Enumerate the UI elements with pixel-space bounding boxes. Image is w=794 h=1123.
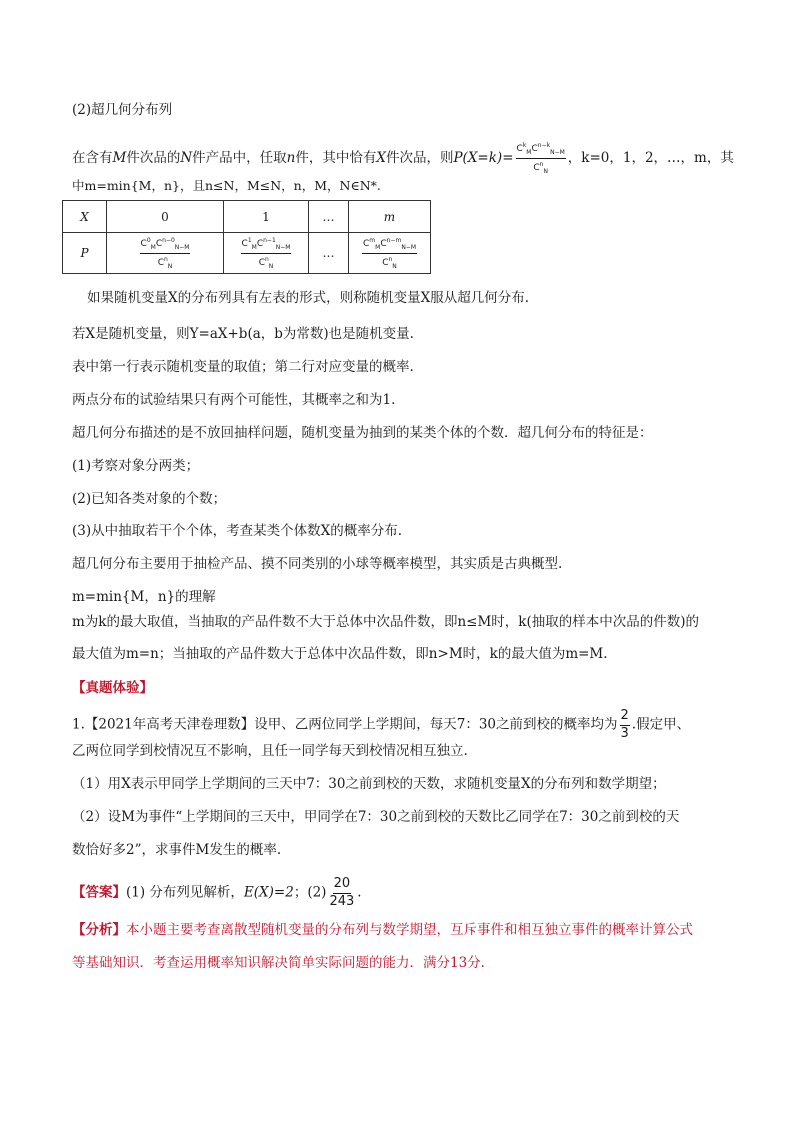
distribution-table xyxy=(62,200,431,274)
table-cell: 1 xyxy=(224,201,309,233)
paragraph: (3)从中抽取若干个个体，考查某类个体数X的概率分布. xyxy=(72,523,403,539)
analysis-label: 【分析】 xyxy=(72,922,126,938)
answer-text: (1) 分布列见解析， xyxy=(126,884,244,901)
intro-text-1: 在含有 xyxy=(72,149,113,166)
paragraph: (1)考察对象分两类； xyxy=(72,458,200,474)
problem-question-2b: 数恰好多2”，求事件M发生的概率. xyxy=(72,842,282,858)
paragraph: 超几何分布描述的是不放回抽样问题，随机变量为抽到的某类个体的个数．超几何分布的特征是： xyxy=(72,425,653,441)
hypergeometric-fraction: $\frac{C^k_MC^{n-k}_{N-M}}{C^n_N}$ xyxy=(516,142,565,175)
paragraph: 表中第一行表示随机变量的取值；第二行对应变量的概率. xyxy=(72,359,414,375)
paragraph: 最大值为m=n；当抽取的产品件数大于总体中次品件数，即n>M时，k的最大值为m=M. xyxy=(72,646,608,662)
table-row-probabilities xyxy=(63,233,431,274)
paragraph: 两点分布的试验结果只有两个可能性，其概率之和为1. xyxy=(72,392,396,408)
answer-label: 【答案】 xyxy=(72,884,126,901)
answer-text: ；(2) xyxy=(293,884,327,901)
problem-text: .假定甲、 xyxy=(631,716,691,733)
var-M: M xyxy=(112,149,127,166)
analysis-line-2: 等基础知识．考查运用概率知识解决简单实际问题的能力．满分13分. xyxy=(72,955,485,971)
table-cell: P xyxy=(63,233,107,274)
table-cell: X xyxy=(63,201,107,233)
section-title: (2)超几何分布列 xyxy=(72,102,173,118)
problem-line-1 xyxy=(72,708,690,742)
paragraph: 超几何分布主要用于抽检产品、摸不同类别的小球等概率模型，其实质是古典概型. xyxy=(72,556,563,572)
answer-expectation: E(X)=2 xyxy=(243,884,294,901)
formula-right: ，k=0，1，2，…，m，其 xyxy=(567,149,734,166)
analysis-line-1 xyxy=(72,920,693,940)
table-cell-fraction: $\frac{C^1_MC^{n-1}_{N-M}}{C^n_N}$ xyxy=(224,233,309,274)
problem-line-2: 乙两位同学到校情况互不影响，且任一同学每天到校情况相互独立. xyxy=(72,743,468,759)
problem-question-1: （1）用X表示甲同学上学期间的三天中7：30之前到校的天数，求随机变量X的分布列和数学期望； xyxy=(72,776,666,792)
table-cell-fraction: $\frac{C^0_MC^{n-0}_{N-M}}{C^n_N}$ xyxy=(107,233,224,274)
table-row-values xyxy=(63,201,431,233)
probability-fraction: $\frac{2}{3}$ xyxy=(620,708,629,741)
problem-text: 1.【2021年高考天津卷理数】设甲、乙两位同学上学期间，每天7：30之前到校的概率均为 xyxy=(72,716,618,733)
paragraph: m为k的最大取值，当抽取的产品件数不大于总体中次品件数，即n≤M时，k(抽取的样本中次品的件数)的 xyxy=(72,614,700,630)
problem-question-2a: （2）设M为事件“上学期间的三天中，甲同学在7：30之前到校的天数比乙同学在7：30之前到校的天 xyxy=(72,809,680,825)
formula-left: P(X=k)= xyxy=(453,149,514,166)
section-header-zhenti: 【真题体验】 xyxy=(72,680,153,696)
table-cell: 0 xyxy=(107,201,224,233)
intro-line-2: 中m=min{M，n}，且n≤N，M≤N，n，M，N∈N*. xyxy=(72,178,381,193)
table-cell: … xyxy=(309,201,349,233)
intro-text-3: 件产品中，任取 xyxy=(192,149,287,166)
after-table-text: 如果随机变量X的分布列具有左表的形式，则称随机变量X服从超几何分布. xyxy=(87,290,530,306)
paragraph: (2)已知各类对象的个数； xyxy=(72,491,227,507)
intro-text-5: 件次品，则 xyxy=(385,149,454,166)
analysis-text: 本小题主要考查离散型随机变量的分布列与数学期望，互斥事件和相互独立事件的概率计算公式 xyxy=(126,922,693,938)
var-n: n xyxy=(286,149,296,166)
answer-text: . xyxy=(357,884,362,901)
paragraph: 若X是随机变量，则Y=aX+b(a，b为常数)也是随机变量. xyxy=(72,326,414,342)
answer-line xyxy=(72,876,362,910)
intro-text-4: 件，其中恰有 xyxy=(295,149,377,166)
table-cell: … xyxy=(309,233,349,274)
intro-line-1 xyxy=(72,140,734,177)
intro-text-2: 件次品的 xyxy=(126,149,181,166)
table-cell-fraction: $\frac{C^m_MC^{n-m}_{N-M}}{C^n_N}$ xyxy=(349,233,431,274)
var-N: N xyxy=(180,149,193,166)
paragraph: m=min{M，n}的理解 xyxy=(72,589,216,605)
answer-fraction: $\frac{20}{243}$ xyxy=(329,876,355,909)
table-cell: m xyxy=(349,201,431,233)
var-X: X xyxy=(376,149,386,166)
